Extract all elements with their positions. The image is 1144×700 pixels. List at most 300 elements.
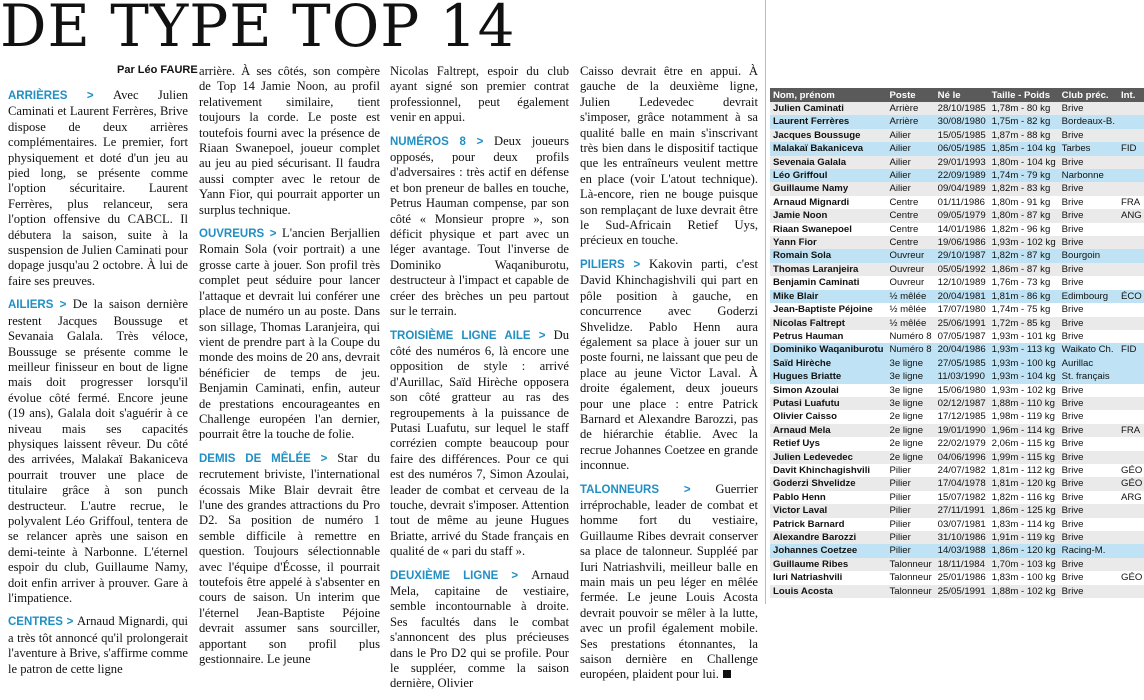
- header-name: Nom, prénom: [770, 88, 887, 102]
- table-cell: Brive: [1061, 384, 1084, 396]
- table-cell: Brive: [1059, 263, 1118, 276]
- table-cell: FRA: [1120, 196, 1141, 208]
- table-cell: Brive: [1059, 451, 1118, 464]
- table-cell: Brive: [1061, 223, 1084, 235]
- table-row: [770, 156, 1144, 169]
- table-row: [770, 115, 1144, 128]
- table-row: [770, 384, 1144, 397]
- header-birthdate: Né le: [935, 88, 989, 102]
- table-cell: 07/05/1987: [937, 330, 986, 342]
- table-cell: 1,81m - 86 kg: [989, 290, 1059, 303]
- table-cell: Ouvreur: [887, 249, 935, 262]
- table-row: [770, 571, 1144, 584]
- article-column-2: [199, 64, 380, 675]
- section-text-arrieres: Avec Julien Caminati et Laurent Ferrères, Brive dispose de deux arrières complémentaires. Le premier, fort physiquement et doté d'un jeu au pied long, se présente comme l'option sécuritaire. Laurent Ferrères, plus relanceur, sera l'option offensive du CABCL. Il débutera la saison, suite à la suspension de Julien Caminati pour dopage jusqu'au 2 octobre. À lui de faire ses preuves.: [8, 88, 188, 288]
- table-row: [770, 343, 1144, 356]
- table-row: [770, 424, 1144, 437]
- section-text-deuxieme-ligne: Arnaud Mela, capitaine de vestiaire, semble incontournable à droite. Ses facultés dans le combat s'annoncent des plus précieuses dans le Pro D2 qui se profile. Pour le suppléer, comme la saison dernière, Olivier: [390, 567, 570, 691]
- table-cell: Brive: [1059, 129, 1118, 142]
- table-cell: [1118, 129, 1144, 142]
- section-label-centres: CENTRES >: [8, 616, 77, 628]
- table-cell: 2e ligne: [889, 411, 924, 423]
- table-cell: Dominiko Waqaniburotu: [770, 343, 887, 356]
- table-cell: Patrick Barnard: [773, 518, 845, 530]
- table-cell: ÉCO: [1118, 290, 1144, 303]
- table-cell: Brive: [1059, 531, 1118, 544]
- table-cell: Arnaud Mignardi: [773, 196, 850, 208]
- table-cell: Julien Caminati: [770, 102, 887, 115]
- table-cell: Julien Ledevedec: [770, 451, 887, 464]
- section-ailiers: [8, 297, 188, 606]
- table-cell: [1118, 303, 1144, 316]
- table-cell: Léo Griffoul: [770, 169, 887, 182]
- table-cell: 1,96m - 114 kg: [989, 424, 1059, 437]
- table-cell: 15/05/1985: [935, 129, 989, 142]
- section-label-talonneurs: TALONNEURS >: [580, 484, 715, 496]
- table-cell: Pilier: [887, 477, 935, 490]
- table-row: [770, 544, 1144, 557]
- table-cell: 30/08/1980: [935, 115, 989, 128]
- table-cell: 09/05/1979: [935, 209, 989, 222]
- table-row: [770, 558, 1144, 571]
- section-piliers: [580, 257, 758, 474]
- table-cell: [1118, 397, 1144, 410]
- table-cell: Brive: [1061, 411, 1084, 423]
- table-row: [770, 531, 1144, 544]
- table-cell: [1118, 276, 1144, 289]
- table-cell: [1118, 504, 1144, 517]
- table-cell: 1,83m - 100 kg: [991, 572, 1056, 584]
- article-column-1: [8, 88, 188, 685]
- table-cell: Talonneur: [889, 572, 932, 584]
- roster-body: [770, 102, 1144, 598]
- table-cell: Talonneur: [887, 558, 935, 571]
- centres-continued: arrière. À ses côtés, son compère de Top 14 Jamie Noon, au profil relativement similaire, tient toujours la corde. Le poste est toutefois fourni avec la présence de Riaan Swanepoel, joueur complet au jeu au pied sécurisant. Il faudra aussi compter avec le retour de Yann Fior, qui pourrait apporter un surplus technique.: [199, 64, 380, 217]
- table-cell: 02/12/1987: [935, 397, 989, 410]
- section-talonneurs: [580, 482, 758, 683]
- table-cell: Brive: [1059, 397, 1118, 410]
- table-cell: Jamie Noon: [770, 209, 887, 222]
- table-row: [770, 129, 1144, 142]
- table-cell: Centre: [889, 196, 919, 208]
- table-cell: Petrus Hauman: [773, 330, 844, 342]
- article-title: DE TYPE TOP 14: [0, 0, 516, 60]
- table-cell: 1,76m - 73 kg: [991, 277, 1051, 289]
- header-international: Int.: [1118, 88, 1144, 102]
- table-cell: [1118, 263, 1144, 276]
- table-cell: 11/03/1990: [935, 370, 989, 383]
- table-row: [770, 276, 1144, 289]
- table-cell: 17/12/1985: [937, 411, 986, 423]
- table-cell: Ailier: [887, 169, 935, 182]
- table-row: [770, 142, 1144, 155]
- section-text-troisieme-ligne: Du côté des numéros 6, là encore une opposition de style : arrivé d'Aurillac, Saïd Hirèche opposera son côté gratteur au ras des regroupements à la puissance de Putasi Luafutu, sur lequel le staff corrézien compte beaucoup pour faire des différences. Pour ce qui est des numéros 7, Simon Azoulai, leader de combat et cerveau de la touche, devrait s'imposer. Attention tout de même au jeune Hugues Briatte, arrivé du Stade français en qualité de « pari du staff ».: [390, 327, 569, 559]
- table-row: [770, 410, 1144, 423]
- column-divider: [765, 0, 766, 604]
- table-cell: 20/04/1986: [935, 343, 989, 356]
- table-cell: Yann Fior: [770, 236, 887, 249]
- section-demis: [199, 451, 380, 668]
- table-row: [770, 263, 1144, 276]
- table-cell: [1118, 544, 1144, 557]
- table-cell: 1,93m - 102 kg: [991, 384, 1056, 396]
- article-column-3: [390, 64, 569, 700]
- table-cell: GÉO: [1118, 477, 1144, 490]
- header-size-weight: Taille - Poids: [989, 88, 1059, 102]
- demis-continued: Nicolas Faltrept, espoir du club ayant signé son premier contrat professionnel, peut également venir en appui.: [390, 64, 569, 125]
- table-cell: 1,75m - 82 kg: [989, 115, 1059, 128]
- table-cell: [1118, 182, 1144, 195]
- table-row: [770, 357, 1144, 370]
- table-cell: Brive: [1059, 236, 1118, 249]
- table-cell: Pilier: [889, 518, 911, 530]
- section-text-numeros8: Deux joueurs opposés, pour deux profils d'adversaires : très actif en défense et bon preneur de balles en touche, Petrus Hauman compense, par son côté « Monsieur propre », son déficit physique et part avec un léger avantage. Tout l'inverse de Dominiko Waqaniburotu, destructeur à l'impact et capable de créer des brèches un peu partout sur le terrain.: [390, 133, 569, 319]
- table-cell: Louis Acosta: [770, 585, 887, 598]
- table-cell: Brive: [1059, 209, 1118, 222]
- table-cell: 1,93m - 100 kg: [989, 357, 1059, 370]
- table-cell: Brive: [1061, 330, 1084, 342]
- table-cell: Riaan Swanepoel: [773, 223, 852, 235]
- table-cell: Tarbes: [1059, 142, 1118, 155]
- section-text-piliers: Kakovin parti, c'est David Khinchagishvili qui part en pôle position à gauche, en concurrence avec Goderzi Shvelidze. Pablo Henn aura également sa place à jouer sur un poste fourni, ne laissant que peu de place au jeune Victor Laval. À droite également, deux joueurs pour une place : entre Patrick Barnard et Alexandre Barozzi, pas de hiérarchie établie. Avec la recrue Johannes Coetzee en grande inconnue.: [580, 256, 758, 473]
- table-cell: Brive: [1059, 477, 1118, 490]
- roster-table: [770, 88, 1144, 598]
- table-cell: [1118, 518, 1144, 531]
- table-cell: Goderzi Shvelidze: [770, 477, 887, 490]
- table-cell: FID: [1118, 142, 1144, 155]
- table-cell: 12/10/1989: [937, 277, 986, 289]
- section-label-deuxieme-ligne: DEUXIÈME LIGNE >: [390, 570, 531, 582]
- deuxieme-continued: Caisso devrait être en appui. À gauche de la deuxième ligne, Julien Ledevedec devrait s'imposer, grâce notamment à sa qualité balle en main s'inscrivant très bien dans le dispositif tactique que les entraîneurs veulent mettre en place (voir L'atout technique). Là-encore, rien ne bouge puisque son remplaçant de luxe devrait être le Sud-Africain Retief Uys, précieux en touche.: [580, 64, 758, 248]
- table-cell: 03/07/1981: [937, 518, 986, 530]
- table-cell: ANG: [1118, 209, 1144, 222]
- table-cell: 3e ligne: [887, 357, 935, 370]
- end-of-article-mark: [723, 670, 731, 678]
- table-cell: [1118, 531, 1144, 544]
- table-cell: 09/04/1989: [935, 182, 989, 195]
- section-text-talonneurs: Guerrier irréprochable, leader de combat et homme fort du vestiaire, Guillaume Ribes devrait conserver sa place de talonneur. Suppléé par Iuri Natriashvili, meilleur balle en main mais un peu léger en mêlée fermée. Le jeune Louis Acosta devrait pouvoir se mêler à la lutte, avec un profil également mobile. Ses prestations étonnantes, la saison dernière en Challenge européen, plaident pour lui.: [580, 481, 758, 682]
- section-ouvreurs: [199, 226, 380, 443]
- table-cell: Brive: [1059, 156, 1118, 169]
- table-row: [770, 303, 1144, 316]
- section-label-troisieme-ligne: TROISIÈME LIGNE AILE >: [390, 330, 554, 342]
- table-cell: 1,93m - 113 kg: [989, 343, 1059, 356]
- table-cell: 1,81m - 120 kg: [989, 477, 1059, 490]
- table-cell: 14/01/1986: [937, 223, 986, 235]
- table-cell: [1118, 169, 1144, 182]
- table-cell: 1,99m - 115 kg: [989, 451, 1059, 464]
- table-row: [770, 477, 1144, 490]
- table-cell: Numéro 8: [887, 343, 935, 356]
- table-cell: 3e ligne: [887, 397, 935, 410]
- section-text-demis: Star du recrutement briviste, l'international écossais Mike Blair devrait être l'une des grandes attractions du Pro D2. Sa position de numéro 1 semble difficile à remettre en question. Toujours sélectionnable avec l'équipe d'Écosse, il pourrait toutefois être appelé à s'absenter en cours de saison. Un interim que l'éternel Jean-Baptiste Péjoine devrait assumer sans sourciller, apportant son profil plus gestionnaire. Le jeune: [199, 450, 381, 667]
- table-cell: Olivier Caisso: [773, 411, 837, 423]
- table-cell: Sevenaia Galala: [770, 156, 887, 169]
- table-cell: ARG: [1120, 491, 1142, 503]
- table-cell: Benjamin Caminati: [773, 277, 860, 289]
- table-row: [770, 464, 1144, 477]
- table-cell: Waikato Ch.: [1059, 343, 1118, 356]
- table-cell: 1,82m - 116 kg: [991, 491, 1055, 503]
- table-cell: [1118, 585, 1144, 598]
- table-row: [770, 317, 1144, 330]
- section-arrieres: [8, 88, 188, 289]
- table-cell: Racing-M.: [1059, 544, 1118, 557]
- table-cell: 2e ligne: [887, 451, 935, 464]
- table-cell: Ailier: [887, 142, 935, 155]
- table-cell: Centre: [887, 236, 935, 249]
- table-cell: 1,82m - 87 kg: [989, 249, 1059, 262]
- table-cell: FRA: [1118, 424, 1144, 437]
- table-cell: Jean-Baptiste Péjoine: [773, 304, 873, 316]
- table-cell: 19/06/1986: [935, 236, 989, 249]
- table-cell: 29/01/1993: [935, 156, 989, 169]
- table-cell: Johannes Coetzee: [770, 544, 887, 557]
- table-cell: 17/07/1980: [937, 304, 986, 316]
- byline: Par Léo FAURE: [117, 64, 198, 76]
- table-cell: Mike Blair: [770, 290, 887, 303]
- section-text-ouvreurs: L'ancien Berjallien Romain Sola (voir portrait) a une grosse carte à jouer. Son profil très complet peut séduire pour lancer l'attaque et devrait lui conférer une place de numéro un au poste. Dans son sillage, Thomas Laranjeira, qui vient de prendre part à la Coupe du monde des moins de 20 ans, devrait bénéficier de temps de jeu. Benjamin Caminati, enfin, auteur de prestations encourageantes en Challenge européen l'an dernier, pourrait être la touche de folie.: [199, 226, 380, 442]
- table-cell: Brive: [1061, 277, 1084, 289]
- table-cell: 1,93m - 102 kg: [989, 236, 1059, 249]
- table-cell: [1118, 410, 1144, 423]
- table-cell: [1118, 384, 1144, 397]
- table-cell: Brive: [1061, 518, 1084, 530]
- table-cell: 31/10/1986: [935, 531, 989, 544]
- table-cell: [1118, 558, 1144, 571]
- table-row: [770, 249, 1144, 262]
- table-cell: Pilier: [887, 531, 935, 544]
- table-cell: 22/09/1989: [935, 169, 989, 182]
- table-cell: 1,80m - 87 kg: [989, 209, 1059, 222]
- table-row: [770, 223, 1144, 236]
- table-row: [770, 182, 1144, 195]
- table-cell: GÉO: [1120, 464, 1143, 476]
- table-cell: 15/07/1982: [937, 491, 986, 503]
- section-label-numeros8: NUMÉROS 8 >: [390, 136, 494, 148]
- table-cell: 1,74m - 79 kg: [989, 169, 1059, 182]
- section-deuxieme-ligne: [390, 568, 569, 692]
- table-cell: Putasi Luafutu: [770, 397, 887, 410]
- table-cell: 18/11/1984: [935, 558, 989, 571]
- table-cell: 17/04/1978: [935, 477, 989, 490]
- table-cell: Arrière: [887, 102, 935, 115]
- table-cell: Bordeaux-B.: [1059, 115, 1118, 128]
- table-cell: 3e ligne: [887, 370, 935, 383]
- table-cell: [1118, 330, 1144, 343]
- section-label-demis: DEMIS DE MÊLÉE >: [199, 453, 337, 465]
- table-cell: Hugues Briatte: [770, 370, 887, 383]
- table-cell: Brive: [1061, 491, 1084, 503]
- roster-table-container: [770, 88, 1143, 598]
- table-cell: Brive: [1061, 464, 1084, 476]
- table-cell: Brive: [1059, 504, 1118, 517]
- table-cell: 24/07/1982: [937, 464, 986, 476]
- table-cell: Centre: [887, 209, 935, 222]
- article-column-4: [580, 64, 758, 691]
- table-cell: Retief Uys: [773, 438, 820, 450]
- table-cell: Arrière: [887, 115, 935, 128]
- table-cell: 20/04/1981: [935, 290, 989, 303]
- table-cell: FID: [1118, 343, 1144, 356]
- table-cell: 1,82m - 83 kg: [989, 182, 1059, 195]
- table-cell: Saïd Hirèche: [770, 357, 887, 370]
- table-cell: 06/05/1985: [935, 142, 989, 155]
- table-cell: 1,86m - 125 kg: [989, 504, 1059, 517]
- table-cell: 04/06/1996: [935, 451, 989, 464]
- table-cell: 1,78m - 80 kg: [989, 102, 1059, 115]
- section-numeros8: [390, 134, 569, 320]
- table-cell: 1,70m - 103 kg: [989, 558, 1059, 571]
- table-cell: Brive: [1061, 438, 1084, 450]
- table-cell: 14/03/1988: [935, 544, 989, 557]
- table-cell: 05/05/1992: [935, 263, 989, 276]
- section-text-centres: Arnaud Mignardi, qui a très tôt annoncé qu'il prolongerait l'aventure à Brive, s'affirme comme le patron de cette ligne: [8, 614, 188, 676]
- table-cell: 25/01/1986: [937, 572, 986, 584]
- table-cell: Talonneur: [887, 585, 935, 598]
- table-cell: 1,87m - 88 kg: [989, 129, 1059, 142]
- table-cell: ½ mêlée: [889, 304, 927, 316]
- table-cell: 27/11/1991: [935, 504, 989, 517]
- table-cell: Brive: [1059, 102, 1118, 115]
- table-cell: [1118, 370, 1144, 383]
- table-cell: Pilier: [889, 464, 911, 476]
- table-row: [770, 102, 1144, 115]
- table-cell: 1,86m - 120 kg: [989, 544, 1059, 557]
- table-cell: Arnaud Mela: [770, 424, 887, 437]
- table-cell: Thomas Laranjeira: [770, 263, 887, 276]
- table-cell: Pilier: [889, 491, 911, 503]
- table-cell: Edimbourg: [1059, 290, 1118, 303]
- table-cell: 1,86m - 87 kg: [989, 263, 1059, 276]
- table-cell: Centre: [889, 223, 919, 235]
- table-cell: Victor Laval: [770, 504, 887, 517]
- table-row: [770, 397, 1144, 410]
- header-position: Poste: [887, 88, 935, 102]
- section-text-ailiers: De la saison dernière restent Jacques Boussuge et Sevanaia Galala. Très véloce, Boussuge se présente comme le meilleur finisseur en bout de ligne mais doit progresser lorsqu'il évolue côté fermé. Encore jeune (19 ans), Galala doit s'aguérir à ce niveau mais ses capacités physiques laissent rêveur. Du côté des arrivées, Malakaï Bakaniceva pourrait trouver une place de titulaire grâce à son punch destructeur. L'autre recrue, le polyvalent Léo Griffoul, tentera de se relancer après une saison en demi-teinte à Narbonne. L'éternel espoir du club, Guillaume Namy, doit enfin arriver à prouver. Gare à l'impatience.: [8, 297, 189, 605]
- section-label-piliers: PILIERS >: [580, 259, 649, 271]
- table-row: [770, 169, 1144, 182]
- table-cell: [1118, 317, 1144, 330]
- table-row: [770, 491, 1144, 504]
- table-cell: 29/10/1987: [935, 249, 989, 262]
- table-cell: GÉO: [1120, 572, 1143, 584]
- table-cell: 1,91m - 119 kg: [989, 531, 1059, 544]
- table-cell: Narbonne: [1059, 169, 1118, 182]
- table-cell: 27/05/1985: [935, 357, 989, 370]
- table-cell: Romain Sola: [770, 249, 887, 262]
- table-cell: Malakaï Bakaniceva: [770, 142, 887, 155]
- table-cell: 25/05/1991: [935, 585, 989, 598]
- section-troisieme-ligne: [390, 328, 569, 560]
- table-cell: 22/02/1979: [937, 438, 986, 450]
- table-cell: [1118, 437, 1144, 450]
- table-cell: Pilier: [887, 544, 935, 557]
- table-cell: Brive: [1059, 182, 1118, 195]
- table-row: [770, 504, 1144, 517]
- table-cell: 1,72m - 85 kg: [989, 317, 1059, 330]
- table-cell: Brive: [1059, 585, 1118, 598]
- table-cell: [1118, 223, 1144, 236]
- table-cell: Numéro 8: [889, 330, 932, 342]
- section-label-ailiers: AILIERS >: [8, 299, 73, 311]
- table-cell: 1,88m - 110 kg: [989, 397, 1059, 410]
- table-cell: Ailier: [887, 182, 935, 195]
- table-cell: Pablo Henn: [773, 491, 826, 503]
- table-cell: Pilier: [887, 504, 935, 517]
- table-cell: 3e ligne: [889, 384, 924, 396]
- table-cell: Ouvreur: [887, 263, 935, 276]
- table-row: [770, 290, 1144, 303]
- table-cell: 1,88m - 102 kg: [989, 585, 1059, 598]
- table-cell: Simon Azoulai: [773, 384, 839, 396]
- section-label-ouvreurs: OUVREURS >: [199, 228, 282, 240]
- table-cell: [1118, 115, 1144, 128]
- table-cell: 1,83m - 114 kg: [991, 518, 1055, 530]
- table-cell: Alexandre Barozzi: [770, 531, 887, 544]
- table-row: [770, 236, 1144, 249]
- table-cell: 1,85m - 104 kg: [989, 142, 1059, 155]
- section-label-arrieres: ARRIÈRES >: [8, 90, 113, 102]
- table-cell: Brive: [1059, 424, 1118, 437]
- table-row: [770, 330, 1144, 343]
- table-cell: [1118, 451, 1144, 464]
- table-cell: 1,93m - 101 kg: [991, 330, 1056, 342]
- table-cell: 19/01/1990: [935, 424, 989, 437]
- table-cell: 2e ligne: [887, 424, 935, 437]
- table-cell: 1,82m - 96 kg: [991, 223, 1051, 235]
- table-cell: [1118, 249, 1144, 262]
- table-cell: 1,74m - 75 kg: [991, 304, 1051, 316]
- table-cell: [1118, 156, 1144, 169]
- table-cell: 1,80m - 104 kg: [989, 156, 1059, 169]
- table-cell: 2,06m - 115 kg: [991, 438, 1055, 450]
- table-cell: Guillaume Ribes: [770, 558, 887, 571]
- table-cell: ½ mêlée: [887, 290, 935, 303]
- table-cell: Guillaume Namy: [770, 182, 887, 195]
- table-cell: 1,80m - 91 kg: [991, 196, 1051, 208]
- table-cell: 28/10/1985: [935, 102, 989, 115]
- table-cell: Aurillac: [1059, 357, 1118, 370]
- table-cell: Ouvreur: [889, 277, 925, 289]
- table-cell: St. français: [1059, 370, 1118, 383]
- table-cell: 1,98m - 119 kg: [991, 411, 1055, 423]
- table-cell: 15/06/1980: [937, 384, 986, 396]
- table-cell: 1,93m - 104 kg: [989, 370, 1059, 383]
- table-cell: ½ mêlée: [887, 317, 935, 330]
- table-row: [770, 518, 1144, 531]
- table-row: [770, 585, 1144, 598]
- table-cell: 01/11/1986: [937, 196, 985, 208]
- table-cell: Laurent Ferrères: [770, 115, 887, 128]
- table-cell: [1118, 102, 1144, 115]
- table-row: [770, 196, 1144, 209]
- table-cell: Brive: [1059, 317, 1118, 330]
- table-row: [770, 437, 1144, 450]
- table-row: [770, 370, 1144, 383]
- table-cell: Ailier: [887, 129, 935, 142]
- table-cell: Davit Khinchagishvili: [773, 464, 871, 476]
- table-cell: Brive: [1061, 572, 1084, 584]
- table-cell: 2e ligne: [889, 438, 924, 450]
- table-cell: Ailier: [887, 156, 935, 169]
- table-cell: Iuri Natriashvili: [773, 572, 843, 584]
- table-cell: Brive: [1061, 304, 1084, 316]
- table-cell: Bourgoin: [1059, 249, 1118, 262]
- table-cell: [1118, 357, 1144, 370]
- table-row: [770, 451, 1144, 464]
- header-previous-club: Club préc.: [1059, 88, 1118, 102]
